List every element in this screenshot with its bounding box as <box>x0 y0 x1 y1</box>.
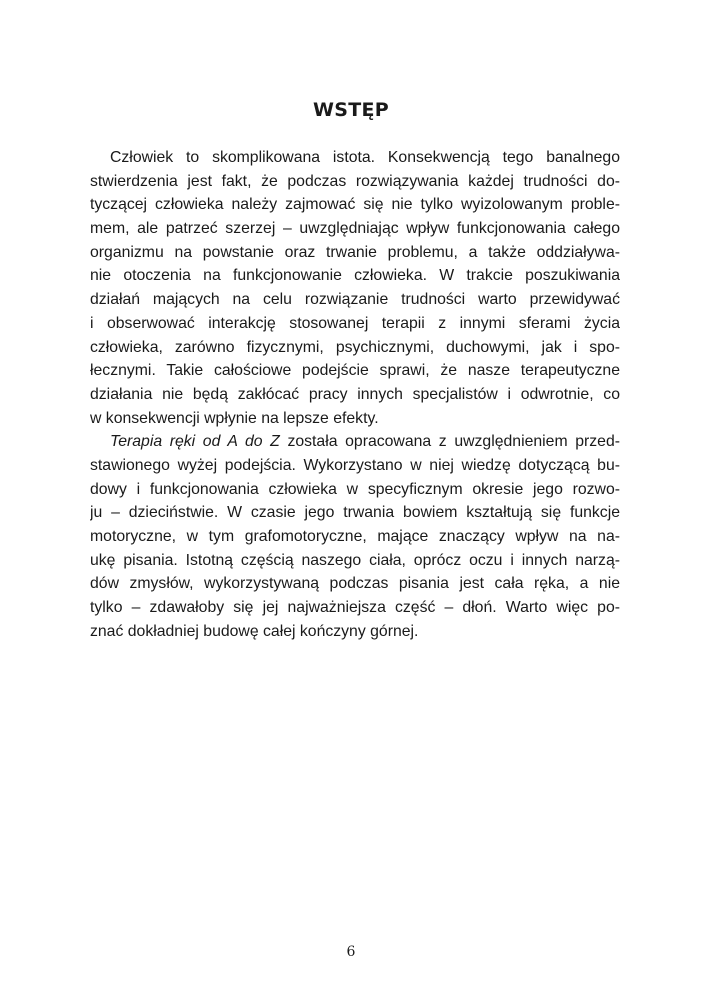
text-line: ukę pisania. Istotną częścią naszego ciała, oprócz oczu i innych narzą- <box>90 551 620 569</box>
text-fragment: została opracowana z uwzględnieniem przed- <box>279 433 620 451</box>
text-line: nie otoczenia na funkcjonowanie człowieka. W trakcie poszukiwania <box>90 267 620 285</box>
text-line: łecznymi. Takie całościowe podejście sprawi, że nasze terapeutyczne <box>90 362 620 380</box>
text-line: dów zmysłów, wykorzystywaną podczas pisania jest cała ręka, a nie <box>90 575 620 593</box>
text-line: działań mających na celu rozwiązanie trudności warto przewidywać <box>90 291 620 309</box>
text-line: znać dokładniej budowę całej kończyny górnej. <box>90 622 419 640</box>
page-number: 6 <box>346 944 356 960</box>
text-line: tylko – zdawałoby się jej najważniejsza część – dłoń. Warto więc po- <box>90 599 620 617</box>
text-line: Człowiek to skomplikowana istota. Konsekwencją tego banalnego <box>110 149 620 166</box>
text-line: stwierdzenia jest fakt, że podczas rozwiązywania każdej trudności do- <box>90 172 620 190</box>
text-line: organizmu na powstanie oraz trwanie problemu, a także oddziaływa- <box>90 243 620 261</box>
text-line: i obserwować interakcję stosowanej terapii z innymi sferami życia <box>90 314 620 332</box>
text-line: w konsekwencji wpłynie na lepsze efekty. <box>90 409 379 427</box>
text-line: tyczącej człowieka należy zajmować się nie tylko wyizolowanym proble- <box>90 196 620 214</box>
text-line: mem, ale patrzeć szerzej – uwzględniając wpływ funkcjonowania całego <box>90 220 620 238</box>
text-line: ju – dzieciństwie. W czasie jego trwania bowiem kształtują się funkcje <box>90 504 620 522</box>
text-line: działania nie będą zakłócać pracy innych specjalistów i odwrotnie, co <box>90 385 620 403</box>
text-line: stawionego wyżej podejścia. Wykorzystano w niej wiedzę dotyczącą bu- <box>90 456 620 474</box>
text-line: dowy i funkcjonowania człowieka w specyficznym okresie jego rozwo- <box>90 480 620 498</box>
paragraph-1 <box>90 146 620 430</box>
paragraph-2 <box>90 430 620 643</box>
text-line: motoryczne, w tym grafomotoryczne, mające znaczący wpływ na na- <box>90 528 620 545</box>
page-title: WSTĘP <box>312 99 389 121</box>
text-line <box>90 430 620 454</box>
text-line: człowieka, zarówno fizycznymi, psychicznymi, duchowymi, jak i spo- <box>90 338 620 356</box>
body-text <box>90 146 620 643</box>
book-title: Terapia ręki od A do Z <box>110 433 280 451</box>
